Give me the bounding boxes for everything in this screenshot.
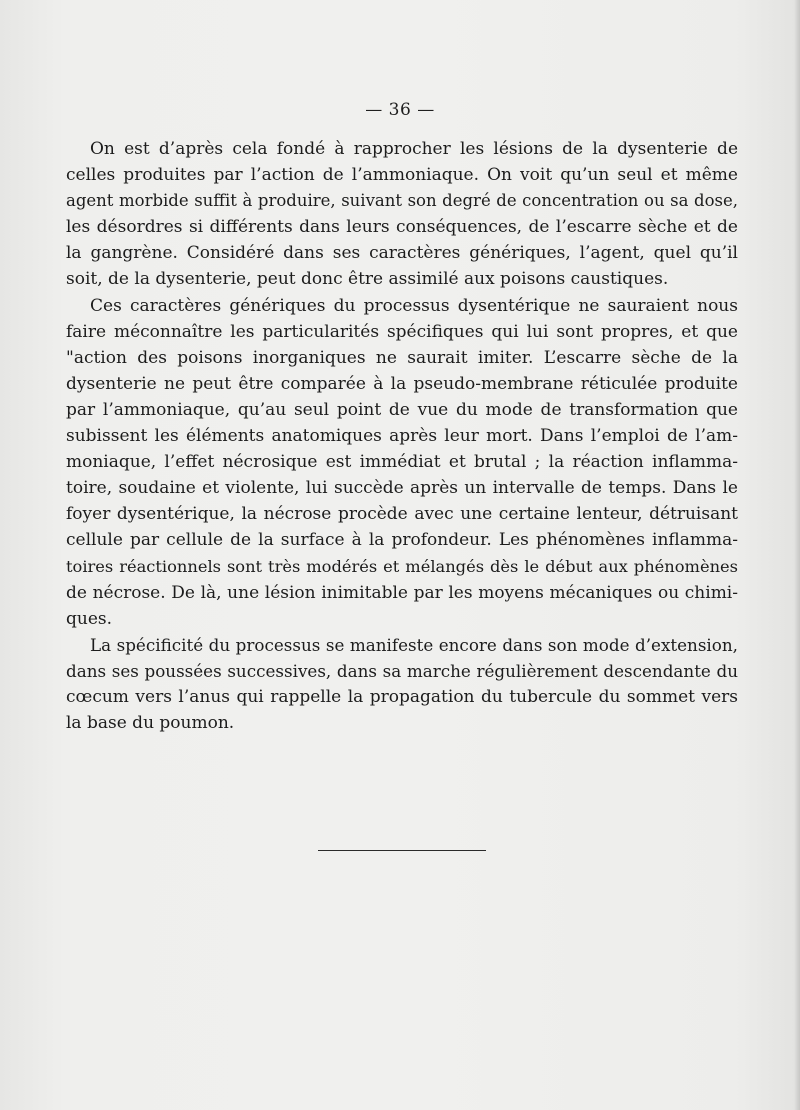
text-line: toire, soudaine et violente, lui succède après un intervalle de temps. Dans le [66,478,738,499]
text-line: toires réactionnels sont très modérés et mélangés dès le début aux phénomènes [66,556,738,576]
text-line: les désordres si différents dans leurs conséquences, de l’escarre sèche et de [66,217,738,238]
body-text [66,136,738,736]
text-line: On est d’après cela fondé à rapprocher les lésions de la dysenterie de [90,139,738,159]
text-line: par l’ammoniaque, qu’au seul point de vue du mode de transformation que [66,399,738,420]
text-line: de nécrose. De là, une lésion inimitable par les moyens mécaniques ou chimi- [66,582,738,603]
text-line: faire méconnaître les particularités spécifiques qui lui sont propres, et que [66,321,738,342]
text-line: foyer dysentérique, la nécrose procède avec une certaine lenteur, détruisant [66,504,738,525]
text-line: la base du poumon. [66,713,235,734]
page-number: — 36 — [365,100,435,120]
text-line: agent morbide suffit à produire, suivant son degré de concentration ou sa dose, [66,191,738,211]
page-edge-shadow [794,0,800,1110]
text-line: moniaque, l’effet nécrosique est immédiat et brutal ; la réaction inflamma- [66,452,738,473]
text-line: celles produites par l’action de l’ammoniaque. On voit qu’un seul et même [66,165,738,186]
text-line: ques. [66,608,113,629]
text-line: la gangrène. Considéré dans ses caractères génériques, l’agent, quel qu’il [66,243,738,264]
text-line: soit, de la dysenterie, peut donc être assimilé aux poisons caustiques. [66,269,669,290]
text-line: La spécificité du processus se manifeste encore dans son mode d’extension, [90,634,738,655]
text-line: subissent les éléments anatomiques après leur mort. Dans l’emploi de l’am- [66,426,738,447]
text-line: cellule par cellule de la surface à la profondeur. Les phénomènes inflamma- [66,530,738,551]
end-separator-rule [318,850,486,851]
text-line: "action des poisons inorganiques ne saurait imiter. L’escarre sèche de la [66,347,738,368]
text-line: dysenterie ne peut être comparée à la pseudo-membrane réticulée produite [66,373,738,394]
text-line: Ces caractères génériques du processus dysentérique ne sauraient nous [90,295,738,316]
text-line: cœcum vers l’anus qui rappelle la propagation du tubercule du sommet vers [66,686,738,707]
text-line: dans ses poussées successives, dans sa marche régulièrement descendante du [66,660,738,681]
